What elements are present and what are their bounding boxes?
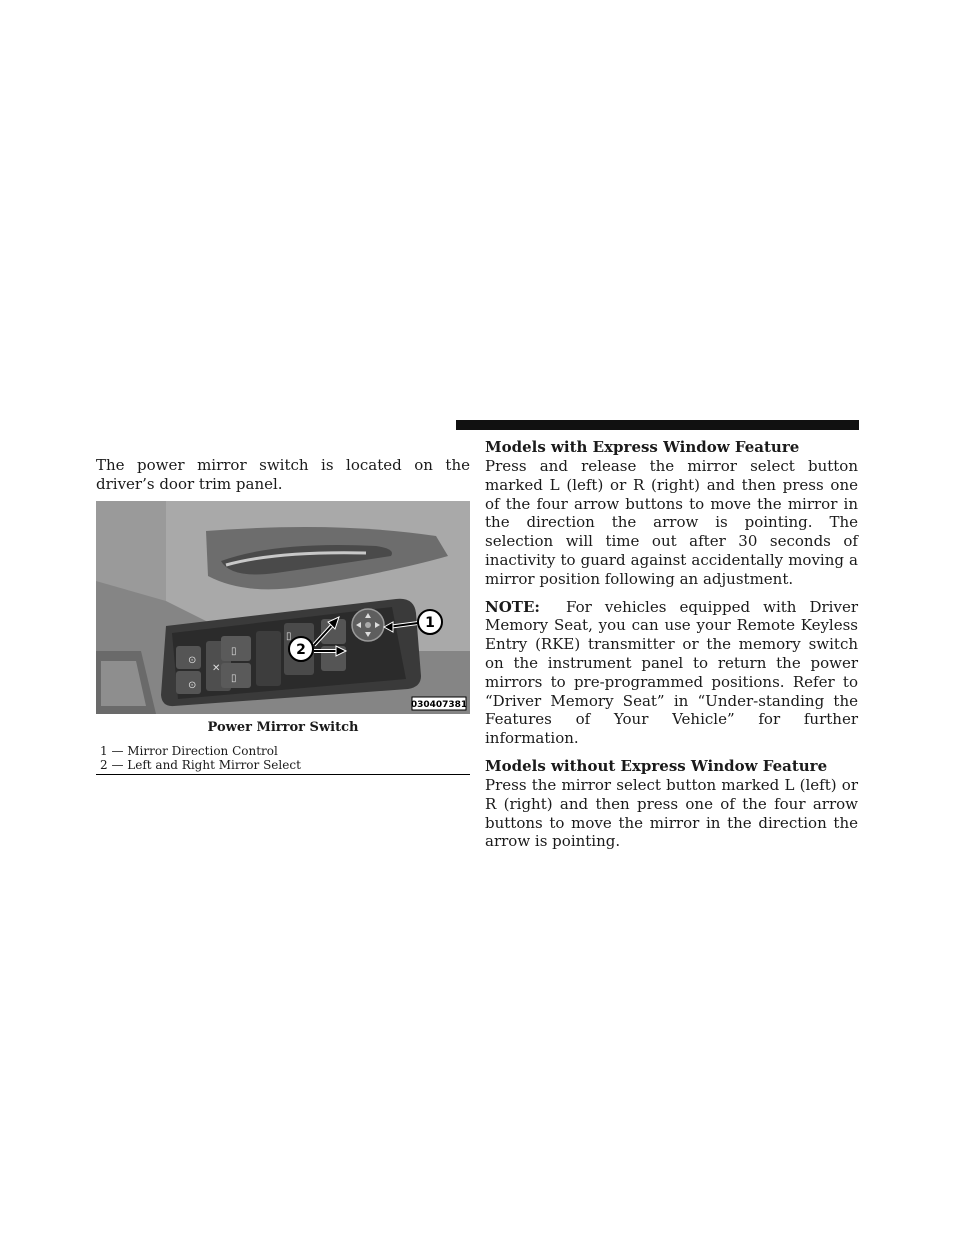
svg-text:⊙: ⊙ (188, 680, 197, 691)
legend-divider (96, 774, 470, 775)
callout-2-marker (289, 637, 313, 661)
callout-2-label: 2 (296, 642, 306, 658)
left-column (96, 456, 470, 494)
svg-text:▯: ▯ (231, 673, 237, 684)
callout-1-marker (418, 610, 442, 634)
power-mirror-switch-figure (96, 501, 470, 714)
svg-text:⊙: ⊙ (188, 655, 197, 666)
svg-text:▯: ▯ (286, 631, 292, 642)
svg-text:▯: ▯ (231, 646, 237, 657)
image-code-text: 030407381 (410, 700, 468, 710)
legend-item-1: 1 — Mirror Direction Control (100, 744, 278, 758)
express-window-heading: Models with Express Window Feature (485, 438, 800, 456)
no-express-window-heading: Models without Express Window Feature (485, 756, 828, 775)
figure-caption: Power Mirror Switch (207, 720, 359, 735)
svg-text:✕: ✕ (212, 663, 221, 674)
express-window-paragraph: Press and release the mirror select button marked L (left) or R (right) and then press one of the four arrow buttons to move the mirror in the direction the arrow is pointing. The selection will time out after 30 seconds of inactivity to guard against accidentally moving a mirror position following an adjustment. (485, 457, 858, 588)
intro-paragraph: The power mirror switch is located on the driver’s door trim panel. (96, 456, 470, 493)
note-body: For vehicles equipped with Driver Memory Seat, you can use your Remote Keyless Entry (RKE) transmitter or the memory switch on the instrument panel to return the power mirrors to pre-programmed positions. Refer to “Driver Memory Seat” in “Under-standing the Features of Your Vehicle” for further information. (485, 597, 858, 748)
legend-item-2: 2 — Left and Right Mirror Select (100, 758, 301, 772)
note-label: NOTE: (485, 597, 540, 616)
right-column (485, 438, 858, 851)
no-express-window-paragraph: Press the mirror select button marked L (left) or R (right) and then press one of the four arrow buttons to move the mirror in the direction the arrow is pointing. (485, 775, 858, 851)
callout-1-label: 1 (425, 615, 435, 631)
note-paragraph (485, 598, 858, 748)
figure-legend (96, 744, 470, 772)
section-header-bar (456, 420, 859, 430)
image-code-label (411, 697, 467, 710)
